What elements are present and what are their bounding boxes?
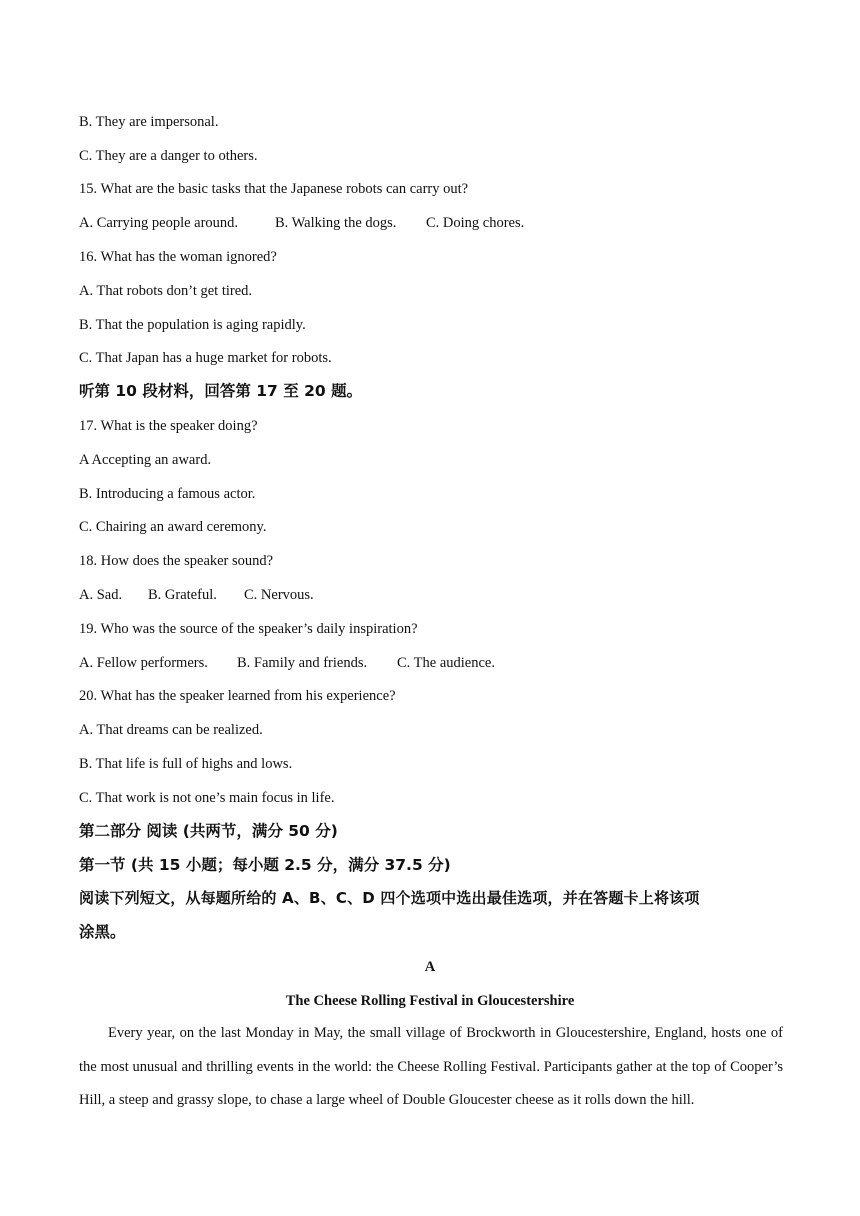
q19-options — [79, 654, 495, 672]
q15-option-a: A. Carrying people around. — [79, 215, 239, 231]
q20-option-c: C. That work is not one’s main focus in life. — [79, 790, 335, 806]
q18-question: 18. How does the speaker sound? — [79, 553, 274, 569]
q17-option-a: A Accepting an award. — [79, 452, 212, 468]
q16-option-a: A. That robots don’t get tired. — [79, 283, 253, 299]
q14-option-c: C. They are a danger to others. — [79, 148, 258, 164]
q19-question: 19. Who was the source of the speaker’s daily inspiration? — [79, 621, 418, 637]
q16-option-c: C. That Japan has a huge market for robots. — [79, 350, 332, 366]
passage-paragraph: Every year, on the last Monday in May, the small village of Brockworth in Gloucestershire, England, hosts one of the most unusual and thrilling events in the world: the Cheese Rolling Festival. Participants gather at the top of Cooper’s Hill, a steep and grassy slope, to chase a large wheel of Double Gloucester cheese as it rolls down the hill. — [79, 1025, 783, 1109]
q20-option-a: A. That dreams can be realized. — [79, 722, 263, 738]
q15-options — [79, 214, 524, 232]
q16-question: 16. What has the woman ignored? — [79, 249, 277, 265]
q15-option-b: B. Walking the dogs. — [275, 215, 397, 231]
q18-option-a: A. Sad. — [79, 587, 123, 603]
q20-option-b: B. That life is full of highs and lows. — [79, 756, 293, 772]
q17-option-c: C. Chairing an award ceremony. — [79, 519, 267, 535]
instructions-line1: 阅读下列短文，从每题所给的 A、B、C、D 四个选项中选出最佳选项，并在答题卡上将该项 — [79, 889, 700, 907]
section10-header: 听第 10 段材料，回答第 17 至 20 题。 — [79, 382, 363, 400]
instructions-line2: 涂黑。 — [79, 923, 126, 941]
section1-header: 第一节 (共 15 小题；每小题 2.5 分，满分 37.5 分) — [79, 856, 451, 874]
q17-question: 17. What is the speaker doing? — [79, 418, 258, 434]
q16-option-b: B. That the population is aging rapidly. — [79, 317, 306, 333]
passage-title: The Cheese Rolling Festival in Gloucestershire — [285, 993, 575, 1009]
part2-header: 第二部分 阅读 (共两节，满分 50 分) — [79, 822, 338, 840]
passage-label: A — [424, 959, 436, 975]
q18-option-c: C. Nervous. — [244, 587, 314, 603]
q17-option-b: B. Introducing a famous actor. — [79, 486, 256, 502]
q18-options — [79, 586, 314, 604]
q15-option-c: C. Doing chores. — [426, 215, 525, 231]
q19-option-b: B. Family and friends. — [237, 655, 368, 671]
q19-option-a: A. Fellow performers. — [79, 655, 208, 671]
q14-option-b: B. They are impersonal. — [79, 114, 219, 130]
q18-option-b: B. Grateful. — [148, 587, 217, 603]
q19-option-c: C. The audience. — [397, 655, 495, 671]
q20-question: 20. What has the speaker learned from his experience? — [79, 688, 396, 704]
q15-question: 15. What are the basic tasks that the Japanese robots can carry out? — [79, 181, 469, 197]
